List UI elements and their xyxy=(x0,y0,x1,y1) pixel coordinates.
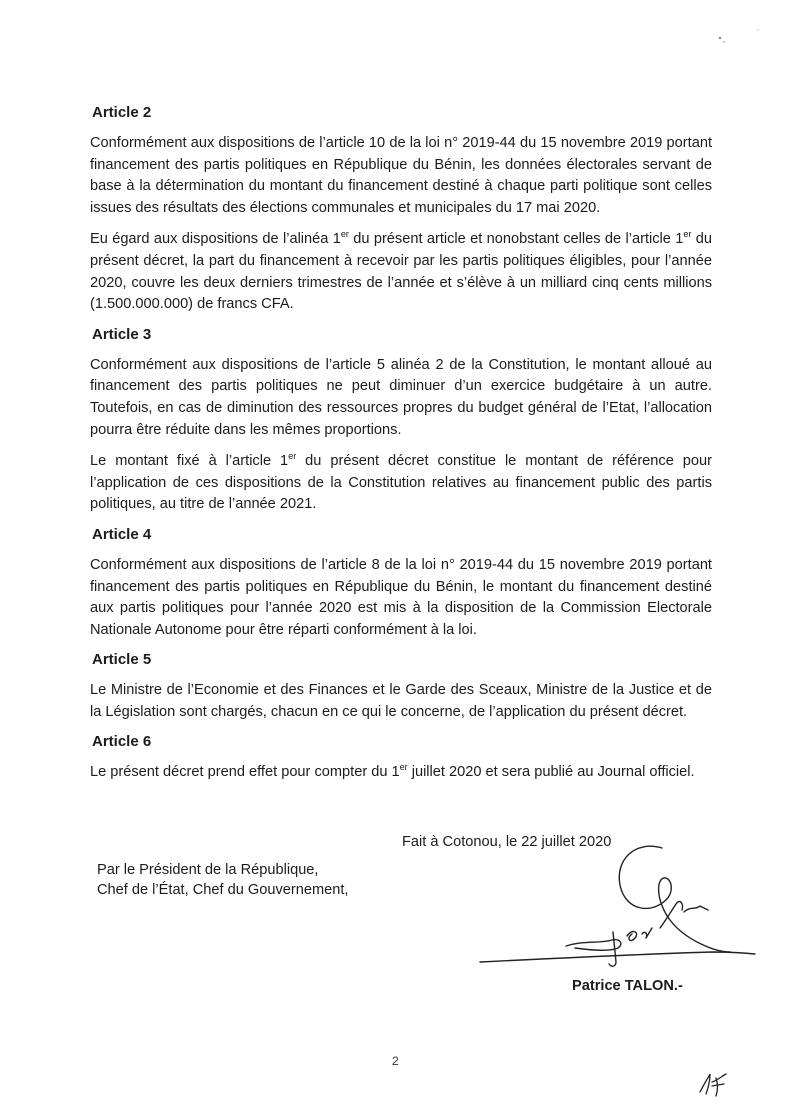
article-paragraph xyxy=(90,762,712,784)
paragraph-text: Conformément aux dispositions de l’article 5 alinéa 2 de la Constitution, le montant alloué au financement des partis politiques ne peut diminuer d’un exercice budgétaire à un autre. Toutefois, en cas de diminution des ressources propres du budget général de l’Etat, l’allocation pourra être réduite dans les mêmes proportions. xyxy=(90,356,712,438)
signer-name: Patrice TALON.- xyxy=(572,978,683,994)
initials-mark xyxy=(696,1070,732,1098)
article-heading: Article 4 xyxy=(92,525,152,543)
paragraph-text: du présent décret constitue le montant de référence pour l’application de ces dispositions de la Constitution relatives au financement public des partis politiques, au titre de l’année 2021. xyxy=(90,453,713,513)
article-paragraph xyxy=(90,133,712,219)
ordinal-superscript: er xyxy=(288,451,297,462)
article-paragraph xyxy=(90,229,712,315)
page-number: 2 xyxy=(392,1054,399,1068)
scan-specks xyxy=(712,24,772,54)
place-and-date: Fait à Cotonou, le 22 juillet 2020 xyxy=(402,834,612,850)
paragraph-text: du présent article et nonobstant celles de l’article 1 xyxy=(348,231,684,248)
signatory-title-line2: Chef de l’État, Chef du Gouvernement, xyxy=(97,882,349,898)
ordinal-superscript: er xyxy=(683,229,692,240)
ordinal-superscript: er xyxy=(340,229,349,240)
paragraph-text: du présent décret, la part du financement à recevoir par les partis politiques éligibles, pour l’année 2020, couvre les deux derniers trimestres de l’année et s’élève à un milliard cinq cents millions (1.500.000.000) de francs CFA. xyxy=(90,231,712,313)
article-heading: Article 2 xyxy=(92,104,152,121)
ordinal-superscript: er xyxy=(399,762,408,773)
paragraph-text: Eu égard aux dispositions de l’alinéa 1 xyxy=(90,231,341,248)
paragraph-text: Le Ministre de l’Economie et des Finances et le Garde des Sceaux, Ministre de la Justice et de la Législation sont chargés, chacun en ce qui le concerne, de l’application du présent décret. xyxy=(90,682,712,720)
handwritten-signature xyxy=(470,840,770,970)
signatory-block xyxy=(97,860,348,900)
paragraph-text: Le présent décret prend effet pour compter du 1 xyxy=(90,764,400,781)
paragraph-text: juillet 2020 et sera publié au Journal officiel. xyxy=(407,764,695,781)
article-heading: Article 5 xyxy=(92,651,152,669)
article-paragraph xyxy=(90,451,712,516)
paragraph-text: Le montant fixé à l’article 1 xyxy=(90,453,289,470)
article-paragraph xyxy=(90,555,712,641)
article-paragraph xyxy=(90,680,712,723)
article-paragraph xyxy=(90,355,712,441)
decree-body xyxy=(90,104,712,794)
signatory-title-line1: Par le Président de la République, xyxy=(97,862,319,878)
article-heading: Article 3 xyxy=(92,325,152,343)
article-heading: Article 6 xyxy=(92,733,152,751)
paragraph-text: Conformément aux dispositions de l’article 8 de la loi n° 2019-44 du 15 novembre 2019 portant financement des partis politiques en République du Bénin, le montant du financement destiné aux partis politiques pour l’année 2020 est mis à la disposition de la Commission Electorale Nationale Autonome pour être réparti conformément à la loi. xyxy=(90,556,712,638)
paragraph-text: Conformément aux dispositions de l’article 10 de la loi n° 2019-44 du 15 novembre 2019 portant financement des partis politiques en République du Bénin, les données électorales servant de base à la détermination du montant du financement destiné à chaque parti politique sont celles issues des résultats des élections communales et municipales du 17 mai 2020. xyxy=(90,135,712,216)
